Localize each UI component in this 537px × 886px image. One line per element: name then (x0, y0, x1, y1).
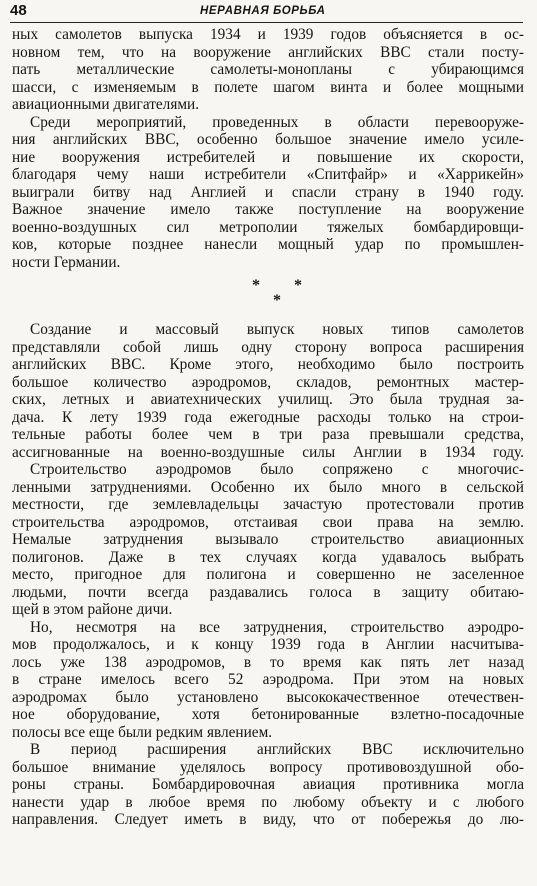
page-number: 48 (10, 2, 27, 19)
text-line: дача. К лету 1939 года ежегодные расходы только на строи- (12, 408, 524, 426)
text-line: щей в этом районе дичи. (12, 601, 173, 618)
text-line: большое внимание уделялось вопросу противовоздушной обо- (12, 758, 524, 776)
text-line: ние вооружения истребителей и повышение их скорости, (12, 148, 524, 166)
text-line: ских, летных и авиатехнических училищ. Это была трудная за- (12, 391, 524, 408)
text-line: Среди мероприятий, проведенных в области перевооруже- (30, 113, 524, 131)
text-line: выиграли битву над Англией и спасли страну в 1940 году. (12, 183, 524, 201)
text-line: людьми, почти всегда раздавались голоса в защиту обитаю- (12, 583, 524, 601)
text-line: ассигнованные на военно-воздушные силы Англии в 1934 году. (12, 443, 524, 461)
section-star: * (252, 277, 260, 294)
page-header (10, 2, 523, 23)
text-line: ных самолетов выпуска 1934 и 1939 годов объясняется в ос- (12, 26, 524, 43)
text-line: строительства аэродромов, отстаивая свои права на землю. (12, 513, 524, 531)
text-line: представляли собой лишь одну сторону вопроса расширения (12, 338, 524, 356)
text-line: направления. Следует иметь в виду, что от побережья до лю- (12, 811, 524, 828)
text-line: место, пригодное для полигона и совершенно не заселенное (12, 566, 524, 583)
text-line: военно-воздушных сил метрополии тяжелых бомбардировщи- (12, 218, 524, 236)
text-line: лось уже 138 аэродромов, в то время как пять лет назад (12, 653, 524, 671)
text-line: мов продолжалось, и к концу 1939 года в Англии насчитыва- (12, 636, 524, 653)
text-line: Строительство аэродромов было сопряжено с многочис- (30, 461, 524, 478)
text-line: роны страны. Бомбардировочная авиация противника могла (12, 776, 524, 793)
text-line: Но, несмотря на все затруднения, строительство аэродро- (30, 618, 524, 636)
text-line: ков, которые позднее нанесли мощный удар по промышлен- (12, 236, 524, 253)
text-line: новном тем, что на вооружение английских ВВС стали посту- (12, 43, 524, 61)
text-line: благодаря чему наши истребители «Спитфайр» и «Харрикейн» (12, 166, 524, 183)
text-line: Важное значение имело также поступление на вооружение (12, 201, 524, 218)
text-line: В период расширения английских ВВС исключительно (30, 741, 524, 758)
section-star: * (273, 292, 281, 309)
text-line: пать металлические самолеты-монопланы с убирающимся (12, 61, 524, 78)
section-star: * (294, 277, 302, 294)
body-text (12, 26, 524, 829)
text-line: шасси, с изменяемым в полете шагом винта и более мощными (12, 78, 524, 96)
text-line: Создание и массовый выпуск новых типов самолетов (30, 321, 524, 338)
text-line: нанести удар в любое время по любому объекту и с любого (12, 793, 524, 811)
text-line: тельные работы более чем в три раза превышали средства, (12, 426, 524, 443)
text-line: в стране имелось всего 52 аэродрома. При этом на новых (12, 671, 524, 688)
text-line: ленными затруднениями. Особенно их было много в сельской (12, 478, 524, 496)
text-line: полосы все еще были редким явлением. (12, 723, 273, 741)
text-line: ния английских ВВС, особенно большое значение имело усиле- (12, 131, 524, 148)
text-line: авиационными двигателями. (12, 96, 200, 113)
text-line: аэродромах было установлено высококачественное отечествен- (12, 688, 524, 706)
text-line: Немалые затруднения вызывало строительство авиационных (12, 531, 524, 548)
text-line: английских ВВС. Кроме этого, необходимо было построить (12, 356, 524, 373)
text-line: большое количество аэродромов, складов, ремонтных мастер- (12, 373, 524, 391)
section-break (12, 271, 524, 313)
text-line: местности, где землевладельцы зачастую протестовали против (12, 496, 524, 513)
running-title: НЕРАВНАЯ БОРЬБА (200, 5, 326, 17)
text-line: полигонов. Даже в тех случаях когда удавалось выбрать (12, 548, 524, 566)
text-line: ности Германии. (12, 253, 121, 271)
text-line: ное оборудование, хотя бетонированные взлетно-посадочные (12, 706, 524, 723)
